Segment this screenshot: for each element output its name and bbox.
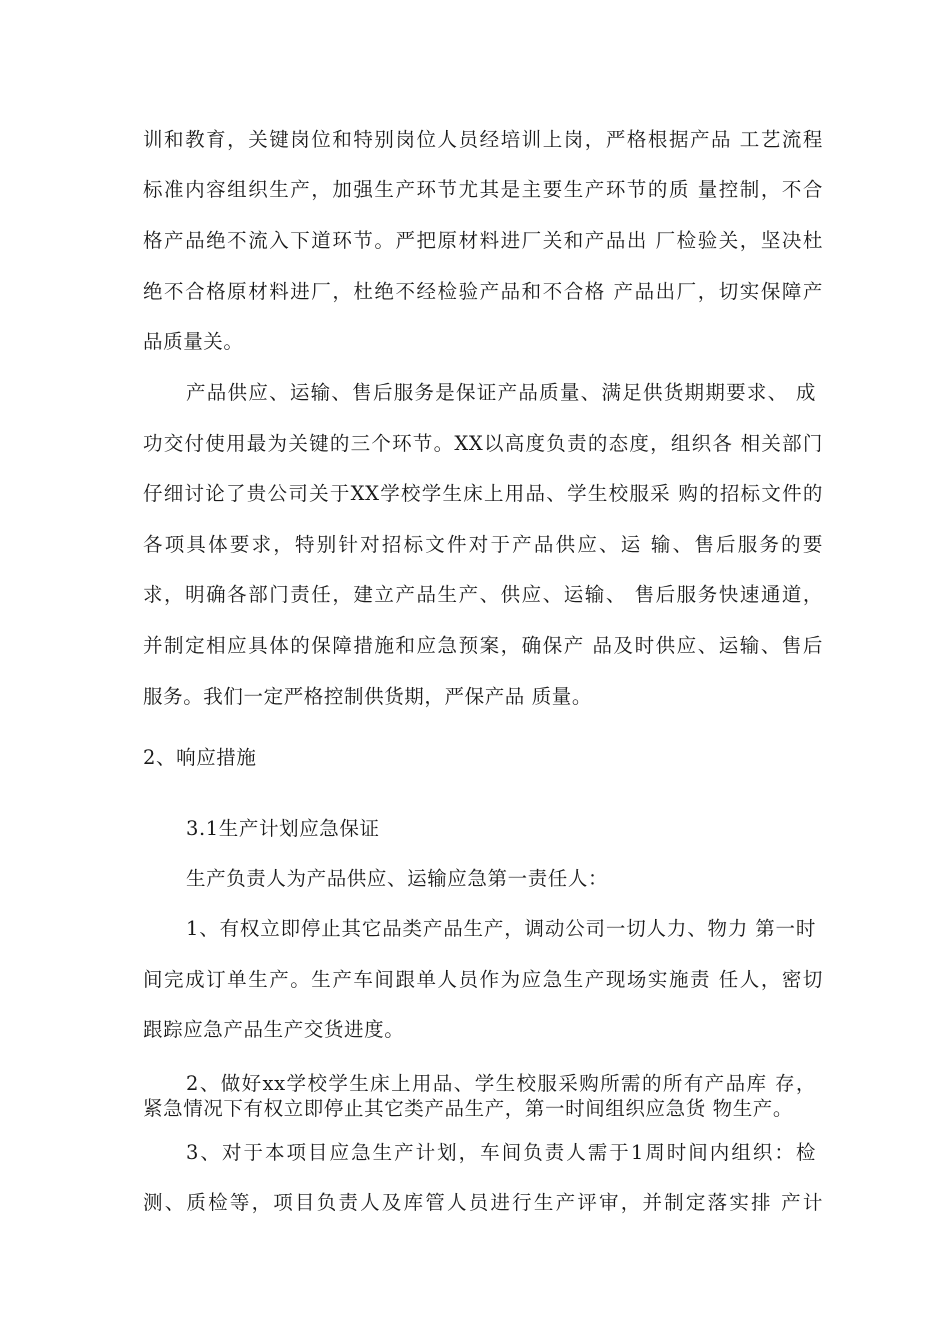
paragraph-1-line-1: 训和教育，关键岗位和特别岗位人员经培训上岗，严格根据产品 工艺流程 [143, 128, 823, 151]
subsection-heading: 3.1生产计划应急保证 [186, 817, 380, 840]
responsibility-line: 生产负责人为产品供应、运输应急第一责任人： [186, 867, 609, 890]
section-heading: 2、响应措施 [143, 746, 257, 769]
paragraph-2-line-6: 并制定相应具体的保障措施和应急预案，确保产 品及时供应、运输、售后 [143, 634, 823, 657]
paragraph-2-line-7: 服务。我们一定严格控制供货期，严保产品 质量。 [143, 685, 592, 708]
item-1-line-1: 1、有权立即停止其它品类产品生产，调动公司一切人力、物力 第一时 [186, 917, 816, 940]
paragraph-2-line-2: 功交付使用最为关键的三个环节。XX以高度负责的态度，组织各 相关部门 [143, 432, 823, 455]
item-2-line-2: 紧急情况下有权立即停止其它类产品生产，第一时间组织应急货 物生产。 [143, 1097, 793, 1120]
item-3-line-1: 3、对于本项目应急生产计划，车间负责人需于1周时间内组织：检 [186, 1141, 816, 1164]
item-2-line-1: 2、做好xx学校学生床上用品、学生校服采购所需的所有产品库 存， [186, 1072, 816, 1095]
paragraph-2-line-4: 各项具体要求，特别针对招标文件对于产品供应、运 输、售后服务的要 [143, 533, 823, 556]
paragraph-2-line-5: 求，明确各部门责任，建立产品生产、供应、运输、 售后服务快速通道， [143, 583, 823, 606]
paragraph-1-line-2: 标准内容组织生产，加强生产环节尤其是主要生产环节的质 量控制，不合 [143, 178, 823, 201]
paragraph-1-line-4: 绝不合格原材料进厂，杜绝不经检验产品和不合格 产品出厂，切实保障产 [143, 280, 823, 303]
item-3-line-2: 测、质检等，项目负责人及库管人员进行生产评审，并制定落实排 产计 [143, 1191, 823, 1214]
item-1-line-2: 间完成订单生产。生产车间跟单人员作为应急生产现场实施责 任人，密切 [143, 968, 823, 991]
paragraph-2-line-1: 产品供应、运输、售后服务是保证产品质量、满足供货期期要求、 成 [186, 381, 816, 404]
paragraph-1-line-3: 格产品绝不流入下道环节。严把原材料进厂关和产品出 厂检验关，坚决杜 [143, 229, 823, 252]
item-1-line-3: 跟踪应急产品生产交货进度。 [143, 1018, 405, 1041]
paragraph-1-line-5: 品质量关。 [143, 330, 244, 353]
paragraph-2-line-3: 仔细讨论了贵公司关于XX学校学生床上用品、学生校服采 购的招标文件的 [143, 482, 823, 505]
